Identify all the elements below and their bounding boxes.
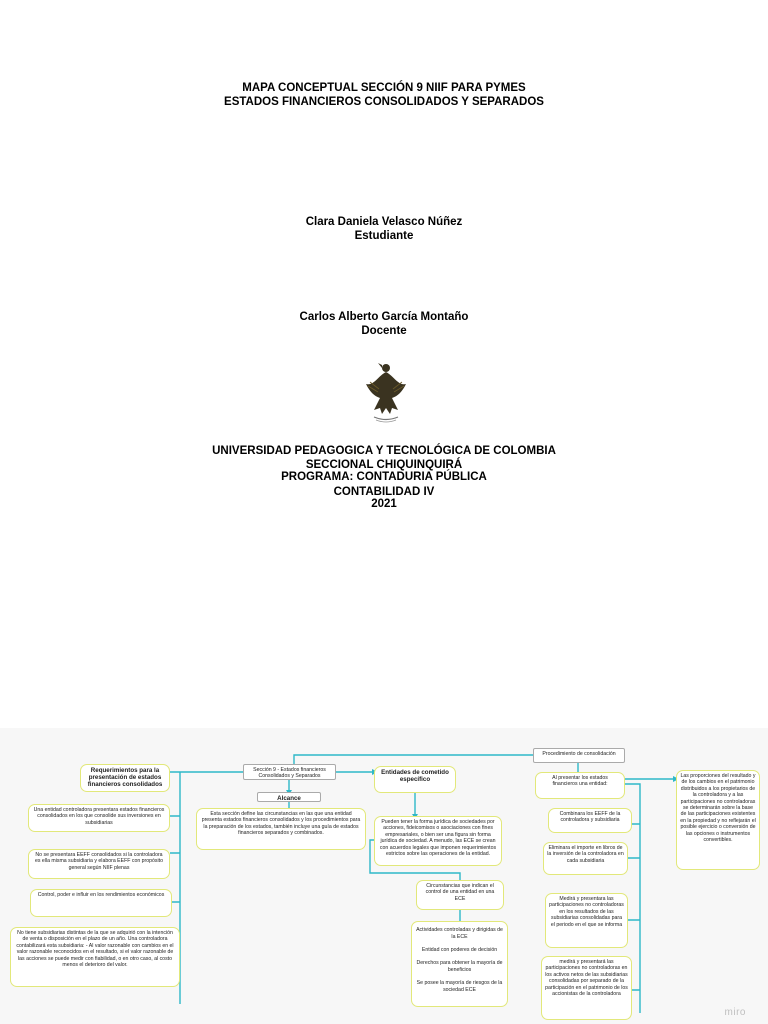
program-name: PROGRAMA: CONTADURIA PÚBLICA <box>281 471 487 483</box>
year: 2021 <box>371 498 397 510</box>
concept-map <box>0 728 768 1024</box>
title-line-2: ESTADOS FINANCIEROS CONSOLIDADOS Y SEPARADOS <box>224 96 544 108</box>
proporciones-node: Las proporciones del resultado y de los cambios en el patrimonio distribuidos a los propietarios de la controladora y a las participaciones no controladoras se determinarán sobre la base de las participaciones existentes en la propiedad y no reflejarán el posible ejercicio o conversión de las opciones o instrumentos convertibles. <box>676 770 760 870</box>
proc-item-1: Combinara los EEFF de la controladora y subsidiaria <box>548 808 632 833</box>
course-name: CONTABILIDAD IV <box>333 486 435 498</box>
circ-node: Circunstancias que indican el control de una entidad en una ECE <box>416 880 504 910</box>
procedimiento-node: Procedimiento de consolidación <box>533 748 625 763</box>
teacher-role: Docente <box>361 325 407 337</box>
root-node: Sección 9 - Estados financieros Consolidados y Separados <box>243 764 336 780</box>
proc-item-2: Eliminara el importe en libros de la inversión de la controladora en cada subsidiaria <box>543 842 628 875</box>
teacher-name: Carlos Alberto García Montaño <box>299 311 469 323</box>
university-name: UNIVERSIDAD PEDAGOGICA Y TECNOLÓGICA DE COLOMBIA <box>212 445 556 457</box>
campus-name: SECCIONAL CHIQUINQUIRÁ <box>305 459 463 471</box>
circ-item-2: Entidad con poderes de decisión <box>421 947 498 953</box>
circ-list-node <box>411 921 508 1007</box>
circ-item-4: Se posee la mayoría de riesgos de la sociedad ECE <box>416 980 503 993</box>
university-emblem-icon <box>364 362 408 426</box>
req-item-3: Control, poder e influir en los rendimientos económicos <box>30 889 172 917</box>
proc-intro-node: Al presentar los estados financieros una entidad: <box>535 772 625 799</box>
req-item-2: No se presentara EEFF consolidados si la controladora es ella misma subsidiaria y elabora EEFF con propósito general según NIIF plenas <box>28 849 170 879</box>
requisitos-node: Requerimientos para la presentación de estados financieros consolidados <box>80 764 170 792</box>
ece-text-node: Pueden tener la forma jurídica de sociedades por acciones, fideicomisos o asociaciones con fines empresariales, o bien ser una figura sin forma jurídica de sociedad. A menudo, las ECE se crean con acuerdos legales que imponen requerimientos estrictos sobre las operaciones de la entidad. <box>374 816 502 866</box>
req-item-4: No tiene subsidiarias distintas de la que se adquirió con la intención de venta o disposición en el plazo de un año. Una controladora contabilizará esta subsidiaria: - Al valor razonable con cambios en el valor razonable reconocidos en el resultado, si el valor razonable de las acciones se puede medir con fiabilidad, o en otro caso, al costo menos el deterioro del valor. <box>10 927 180 987</box>
miro-watermark: miro <box>724 1007 746 1018</box>
alcance-text-node: Esta sección define las circunstancias en las que una entidad presenta estados financieros consolidados y los procedimientos para la preparación de los estados, también incluye una guía de estados financieros separados y combinados. <box>196 808 366 850</box>
alcance-node: Alcance <box>257 792 321 802</box>
circ-item-1: Actividades controladas y dirigidas de la ECE <box>416 927 503 940</box>
proc-item-3: Medirá y presentara las participaciones no controladoras en los resultados de las subsidiarias consolidadas para el periodo en el que se informa <box>545 893 628 948</box>
ece-node: Entidades de cometido específico <box>374 766 456 793</box>
student-name: Clara Daniela Velasco Núñez <box>305 216 463 228</box>
title-line-1: MAPA CONCEPTUAL SECCIÓN 9 NIIF PARA PYMES <box>242 82 526 94</box>
req-item-1: Una entidad controladora presentara estados financieros consolidados en los que consolide sus inversiones en subsidiarias <box>28 804 170 832</box>
student-role: Estudiante <box>354 230 414 242</box>
proc-item-4: medirá y presentará las participaciones no controladoras en los activos netos de las subsidiarias consolidadas por separado de la participación en el patrimonio de los accionistas de la controladora <box>541 956 632 1020</box>
circ-item-3: Derechos para obtener la mayoría de beneficios <box>416 960 503 973</box>
